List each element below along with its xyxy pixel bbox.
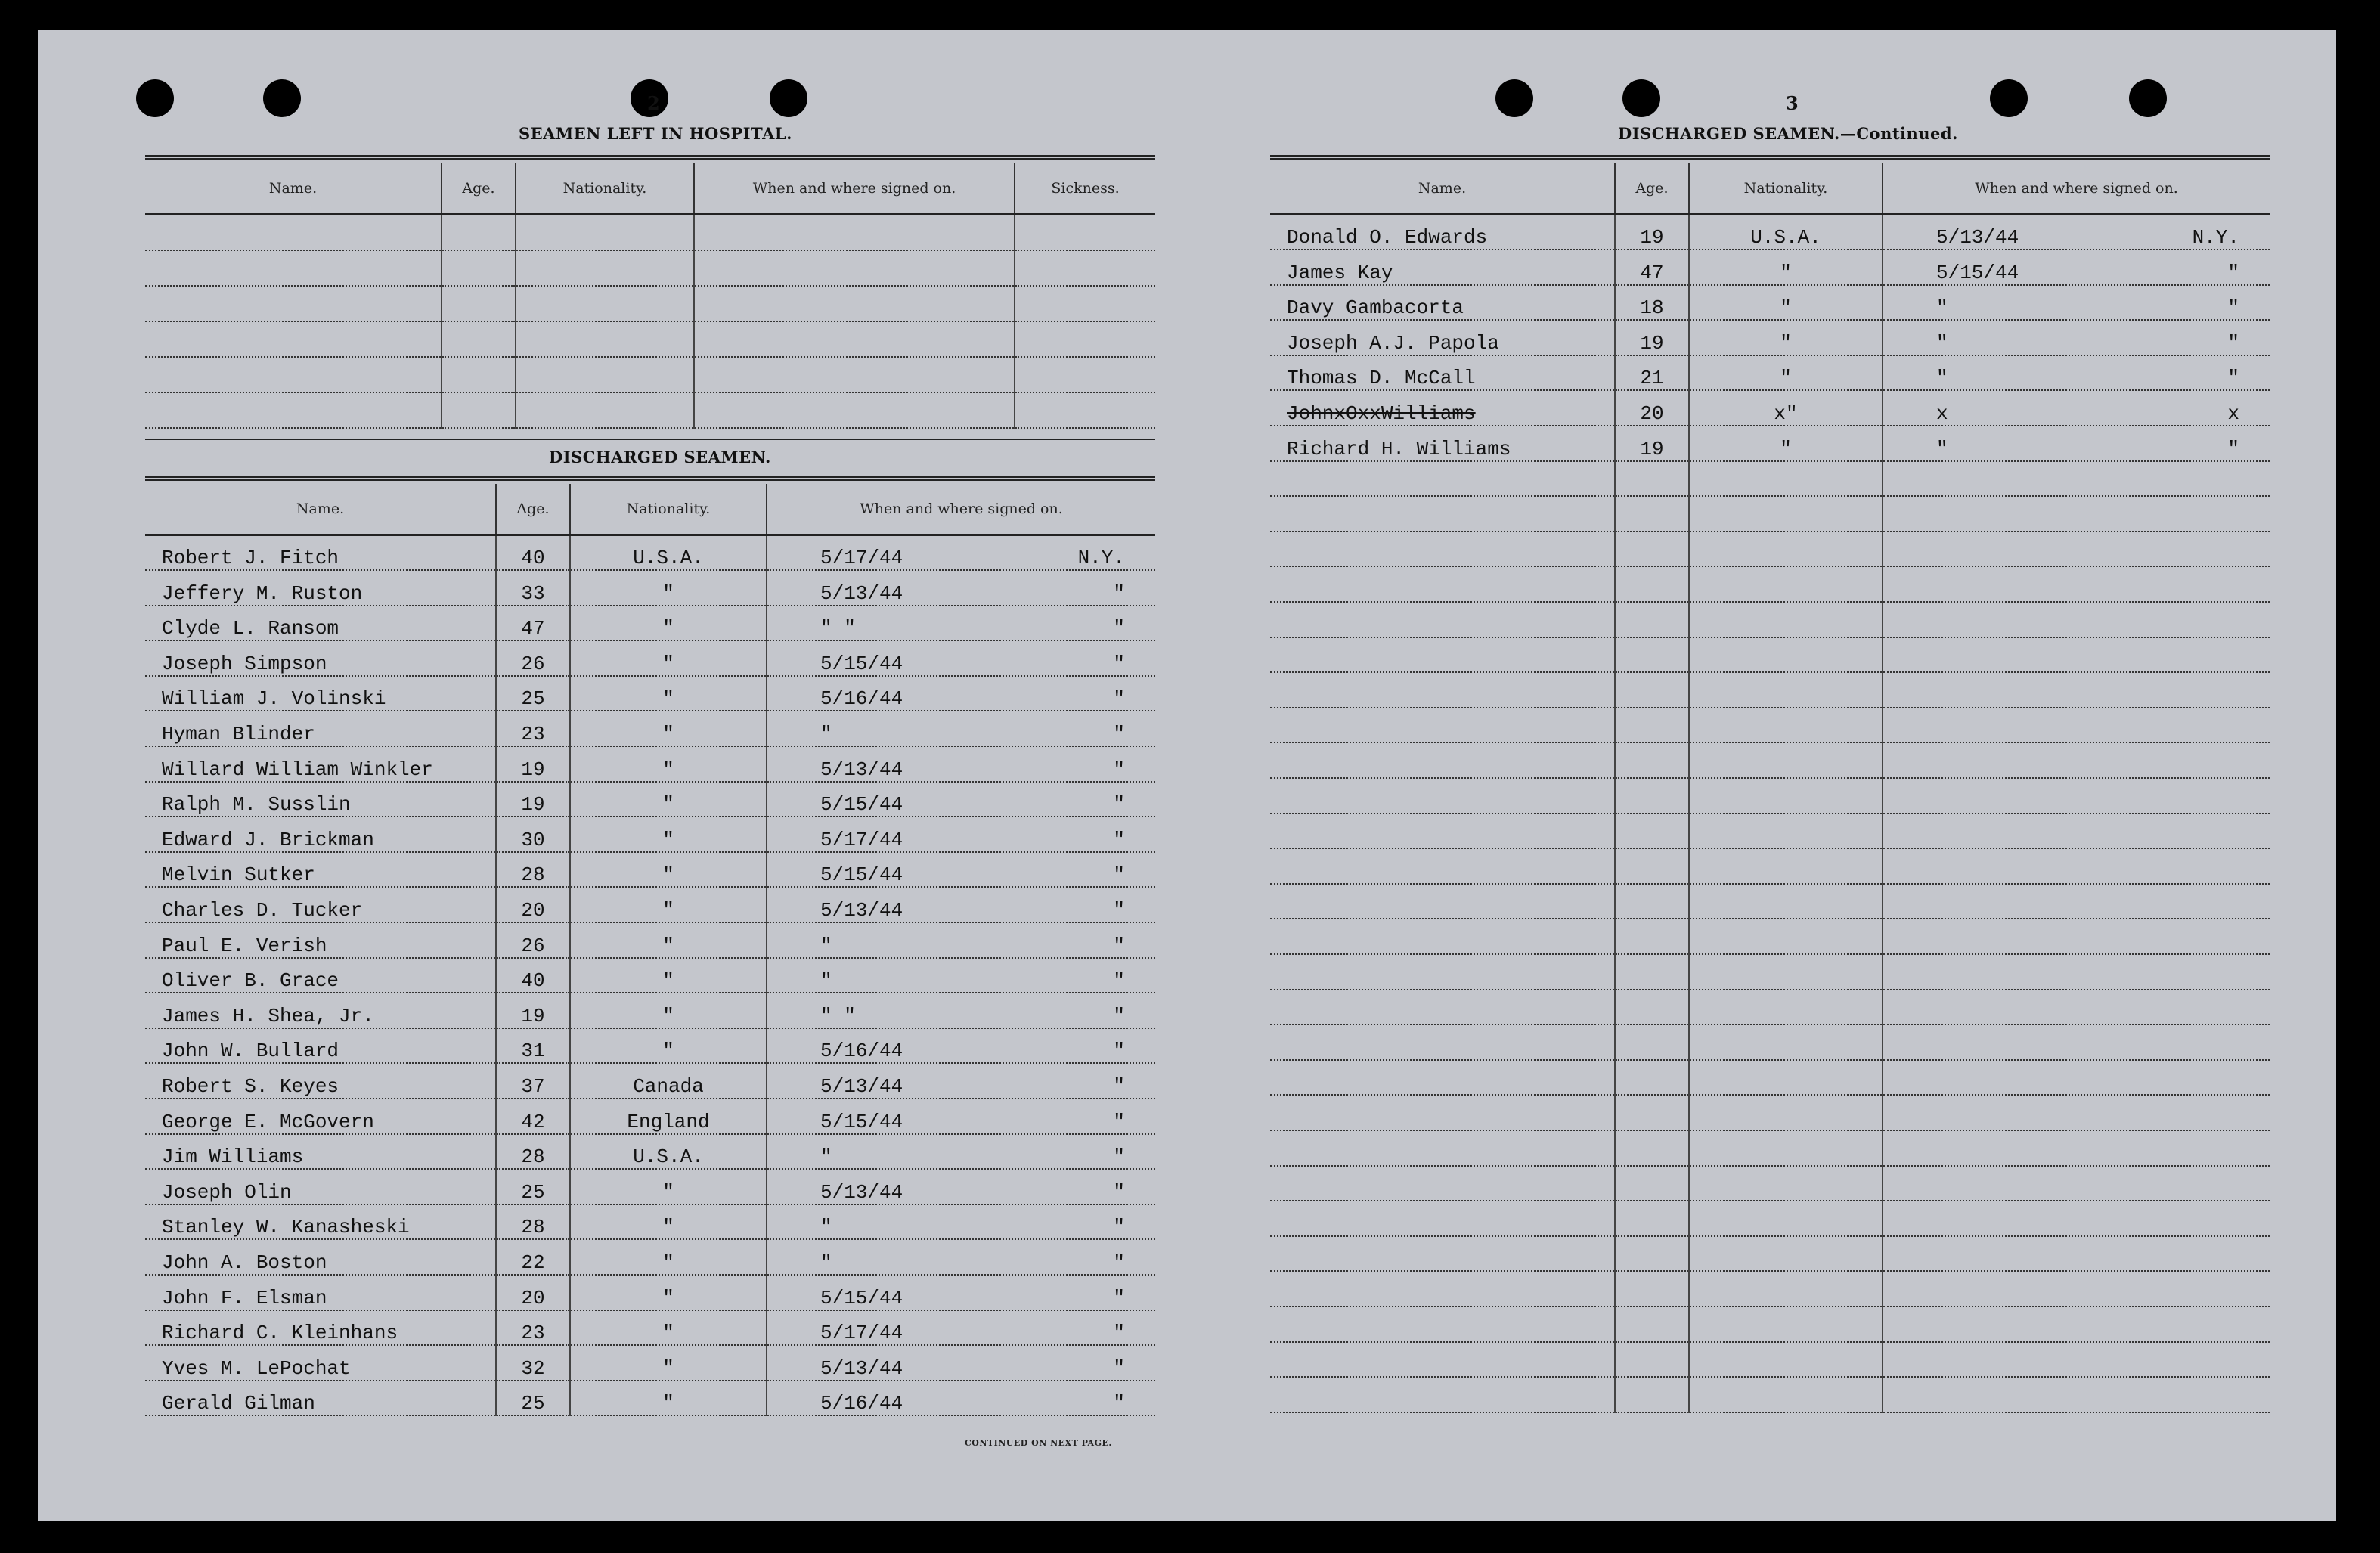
seaman-nationality: " (570, 817, 767, 852)
seaman-age: 26 (496, 922, 570, 958)
empty-row (145, 286, 1155, 321)
signed-on-cell (767, 887, 1155, 922)
signed-on-place: " (1113, 1110, 1125, 1133)
seaman-nationality: " (570, 606, 767, 641)
seaman-nationality: " (570, 1169, 767, 1204)
seaman-nationality: " (1689, 355, 1883, 391)
discharged-table (145, 484, 1155, 1416)
table-row (145, 1239, 1155, 1275)
seaman-age: 31 (496, 1028, 570, 1064)
signed-on-date: 5/15/44 (1936, 261, 2019, 284)
signed-on-cell (767, 1028, 1155, 1064)
seaman-nationality: " (1689, 285, 1883, 321)
signed-on-date: " (1936, 331, 1948, 355)
seaman-nationality: x" (1689, 390, 1883, 426)
column-header-name: Name. (1270, 163, 1615, 215)
seaman-age: 28 (496, 852, 570, 888)
table-row (145, 640, 1155, 676)
table-row (145, 1204, 1155, 1240)
signed-on-cell (767, 640, 1155, 676)
table-row (145, 887, 1155, 922)
signed-on-date: " (820, 1251, 832, 1274)
seaman-nationality: " (570, 1345, 767, 1381)
discharged-heading: DISCHARGED SEAMEN. (549, 448, 771, 467)
signed-on-cell (767, 1345, 1155, 1381)
signed-on-date: 5/15/44 (820, 1110, 903, 1133)
empty-row (1270, 848, 2270, 884)
signed-on-cell (767, 676, 1155, 711)
seaman-nationality: Canada (570, 1063, 767, 1099)
hospital-table (145, 163, 1155, 429)
empty-row (1270, 672, 2270, 708)
signed-on-place: " (1113, 1145, 1125, 1169)
signed-on-place: " (1113, 723, 1125, 746)
signed-on-date: 5/16/44 (820, 1040, 903, 1063)
empty-row (1270, 637, 2270, 673)
seaman-age: 32 (496, 1345, 570, 1381)
empty-row (1270, 954, 2270, 990)
seaman-nationality: " (570, 1028, 767, 1064)
seaman-name: JohnxOxxWilliams (1270, 390, 1615, 426)
seaman-name: Melvin Sutker (145, 852, 496, 888)
table-row (145, 676, 1155, 711)
empty-row (1270, 919, 2270, 954)
seaman-nationality: " (570, 1239, 767, 1275)
seaman-name: Jeffery M. Ruston (145, 570, 496, 606)
seaman-name: Davy Gambacorta (1270, 285, 1615, 321)
punch-hole (2129, 79, 2167, 117)
signed-on-place: " (1113, 1356, 1125, 1380)
seaman-name: Charles D. Tucker (145, 887, 496, 922)
table-row (1270, 390, 2270, 426)
seaman-name: Joseph A.J. Papola (1270, 320, 1615, 355)
signed-on-cell (767, 711, 1155, 746)
signed-on-date: 5/15/44 (820, 793, 903, 817)
signed-on-place: N.Y. (2192, 226, 2239, 250)
column-header-nationality: Nationality. (570, 484, 767, 535)
column-header-nationality: Nationality. (1689, 163, 1883, 215)
seaman-age: 18 (1615, 285, 1689, 321)
seaman-nationality: U.S.A. (1689, 215, 1883, 250)
empty-row (1270, 1377, 2270, 1412)
column-header-signed-on: When and where signed on. (694, 163, 1015, 215)
seaman-nationality: " (570, 782, 767, 817)
signed-on-place: " (1113, 828, 1125, 851)
empty-row (1270, 1271, 2270, 1307)
signed-on-place: " (1113, 617, 1125, 640)
punch-hole (1622, 79, 1660, 117)
column-header-name: Name. (145, 163, 442, 215)
signed-on-cell (767, 1063, 1155, 1099)
seaman-age: 23 (496, 711, 570, 746)
rule (1270, 155, 2270, 160)
signed-on-place: " (2227, 331, 2239, 355)
seaman-name: Robert S. Keyes (145, 1063, 496, 1099)
signed-on-cell (1883, 215, 2270, 250)
signed-on-cell (1883, 355, 2270, 391)
table-row (145, 1381, 1155, 1416)
seaman-age: 20 (1615, 390, 1689, 426)
seaman-nationality: " (570, 958, 767, 993)
signed-on-date: 5/17/44 (820, 828, 903, 851)
empty-row (1270, 496, 2270, 532)
signed-on-cell (767, 993, 1155, 1028)
seaman-name: Donald O. Edwards (1270, 215, 1615, 250)
signed-on-place: " (1113, 1251, 1125, 1274)
page-number: 2 (647, 92, 660, 114)
seaman-name: John A. Boston (145, 1239, 496, 1275)
signed-on-cell (767, 570, 1155, 606)
signed-on-cell (767, 922, 1155, 958)
empty-row (1270, 1060, 2270, 1096)
seaman-nationality: " (570, 711, 767, 746)
rule (145, 155, 1155, 160)
signed-on-place: N.Y. (1077, 547, 1125, 570)
seaman-age: 19 (1615, 320, 1689, 355)
table-row (1270, 215, 2270, 250)
seaman-age: 20 (496, 887, 570, 922)
signed-on-date: " " (820, 617, 856, 640)
column-header-nationality: Nationality. (516, 163, 694, 215)
signed-on-place: " (2227, 437, 2239, 460)
hospital-header-row (145, 163, 1155, 215)
seaman-nationality: " (570, 570, 767, 606)
seaman-nationality: " (570, 852, 767, 888)
table-row (145, 993, 1155, 1028)
table-row (145, 852, 1155, 888)
punch-hole (1990, 79, 2028, 117)
signed-on-cell (767, 1204, 1155, 1240)
seaman-age: 19 (496, 993, 570, 1028)
seaman-age: 37 (496, 1063, 570, 1099)
seaman-age: 26 (496, 640, 570, 676)
table-row (145, 535, 1155, 571)
seaman-nationality: " (570, 887, 767, 922)
column-header-signed-on: When and where signed on. (767, 484, 1155, 535)
table-row (145, 782, 1155, 817)
seaman-name: Ralph M. Susslin (145, 782, 496, 817)
seaman-age: 25 (496, 676, 570, 711)
column-header-signed-on: When and where signed on. (1883, 163, 2270, 215)
empty-row (1270, 1166, 2270, 1201)
table-row (145, 711, 1155, 746)
signed-on-cell (767, 1275, 1155, 1310)
signed-on-place: " (1113, 934, 1125, 957)
signed-on-place: " (2227, 261, 2239, 284)
seaman-nationality: U.S.A. (570, 535, 767, 571)
signed-on-date: 5/13/44 (820, 1356, 903, 1380)
seaman-nationality: England (570, 1099, 767, 1134)
signed-on-date: " (820, 934, 832, 957)
signed-on-date: " (820, 1216, 832, 1239)
signed-on-cell (767, 1310, 1155, 1346)
empty-row (145, 321, 1155, 357)
seaman-name: Hyman Blinder (145, 711, 496, 746)
seaman-name: John F. Elsman (145, 1275, 496, 1310)
seaman-name: Joseph Simpson (145, 640, 496, 676)
signed-on-cell (1883, 390, 2270, 426)
table-row (1270, 285, 2270, 321)
signed-on-date: 5/13/44 (820, 758, 903, 781)
signed-on-place: " (1113, 1392, 1125, 1415)
signed-on-date: 5/13/44 (1936, 226, 2019, 250)
punch-hole (136, 79, 174, 117)
signed-on-date: 5/16/44 (820, 687, 903, 711)
signed-on-date: 5/15/44 (820, 863, 903, 887)
signed-on-place: " (1113, 969, 1125, 993)
empty-row (1270, 1236, 2270, 1272)
signed-on-place: " (1113, 1216, 1125, 1239)
seaman-name: Gerald Gilman (145, 1381, 496, 1416)
table-row (145, 1099, 1155, 1134)
seaman-nationality: " (570, 1204, 767, 1240)
seaman-name: George E. McGovern (145, 1099, 496, 1134)
seaman-age: 42 (496, 1099, 570, 1134)
table-row (145, 817, 1155, 852)
seaman-nationality: " (570, 1275, 767, 1310)
signed-on-place: " (1113, 1075, 1125, 1098)
signed-on-place: " (1113, 652, 1125, 675)
seaman-age: 28 (496, 1134, 570, 1170)
signed-on-cell (1883, 320, 2270, 355)
seaman-age: 21 (1615, 355, 1689, 391)
table-row (1270, 355, 2270, 391)
signed-on-place: " (1113, 1040, 1125, 1063)
seaman-age: 19 (496, 746, 570, 782)
table-row (145, 570, 1155, 606)
signed-on-date: 5/13/44 (820, 899, 903, 922)
signed-on-date: 5/16/44 (820, 1392, 903, 1415)
seaman-nationality: " (570, 746, 767, 782)
seaman-age: 25 (496, 1381, 570, 1416)
signed-on-date: " (1936, 437, 1948, 460)
seaman-age: 20 (496, 1275, 570, 1310)
signed-on-cell (767, 535, 1155, 571)
seaman-name: Thomas D. McCall (1270, 355, 1615, 391)
punch-hole (770, 79, 807, 117)
signed-on-place: " (1113, 581, 1125, 605)
seaman-age: 22 (496, 1239, 570, 1275)
table-row (145, 1063, 1155, 1099)
empty-row (1270, 990, 2270, 1025)
seaman-name: James Kay (1270, 250, 1615, 285)
paper-sheet (38, 30, 2336, 1521)
seaman-nationality: " (570, 676, 767, 711)
discharged-continued-table (1270, 163, 2270, 1413)
empty-row (145, 250, 1155, 286)
empty-row (145, 357, 1155, 392)
empty-row (1270, 814, 2270, 849)
table-row (145, 1345, 1155, 1381)
signed-on-place: " (1113, 793, 1125, 817)
table-row (145, 1169, 1155, 1204)
seaman-name: Clyde L. Ransom (145, 606, 496, 641)
seaman-name: William J. Volinski (145, 676, 496, 711)
table-row (1270, 250, 2270, 285)
seaman-nationality: " (570, 1310, 767, 1346)
signed-on-date: 5/15/44 (820, 652, 903, 675)
seaman-age: 33 (496, 570, 570, 606)
signed-on-date: 5/13/44 (820, 1075, 903, 1098)
seaman-age: 19 (1615, 426, 1689, 461)
table-row (1270, 320, 2270, 355)
signed-on-date: " (820, 723, 832, 746)
signed-on-date: " (1936, 367, 1948, 390)
discharged-continued-header-row (1270, 163, 2270, 215)
seaman-name: Richard C. Kleinhans (145, 1310, 496, 1346)
seaman-age: 23 (496, 1310, 570, 1346)
empty-row (1270, 1095, 2270, 1130)
signed-on-date: " (820, 1145, 832, 1169)
signed-on-date: 5/13/44 (820, 1180, 903, 1204)
empty-row (145, 392, 1155, 428)
signed-on-place: " (1113, 1004, 1125, 1028)
empty-row (1270, 1201, 2270, 1236)
signed-on-place: x (2227, 402, 2239, 426)
empty-row (1270, 884, 2270, 919)
page-number: 3 (1786, 92, 1799, 114)
signed-on-cell (1883, 250, 2270, 285)
signed-on-place: " (1113, 758, 1125, 781)
discharged-continued-heading: DISCHARGED SEAMEN.—Continued. (1618, 124, 1958, 143)
seaman-nationality: " (1689, 250, 1883, 285)
signed-on-place: " (1113, 1322, 1125, 1345)
signed-on-place: " (1113, 899, 1125, 922)
signed-on-place: " (1113, 863, 1125, 887)
empty-row (1270, 461, 2270, 497)
seaman-name: Edward J. Brickman (145, 817, 496, 852)
signed-on-cell (767, 1099, 1155, 1134)
signed-on-cell (767, 1134, 1155, 1170)
seaman-age: 40 (496, 535, 570, 571)
seaman-age: 19 (496, 782, 570, 817)
signed-on-place: " (1113, 1286, 1125, 1310)
signed-on-cell (767, 852, 1155, 888)
signed-on-cell (767, 782, 1155, 817)
signed-on-date: " (1936, 296, 1948, 320)
signed-on-place: " (1113, 1180, 1125, 1204)
empty-row (1270, 708, 2270, 743)
seaman-name: Yves M. LePochat (145, 1345, 496, 1381)
punch-hole (1495, 79, 1533, 117)
table-row (145, 746, 1155, 782)
seaman-age: 47 (1615, 250, 1689, 285)
signed-on-cell (767, 958, 1155, 993)
column-header-sickness: Sickness. (1015, 163, 1155, 215)
signed-on-cell (1883, 426, 2270, 461)
signed-on-cell (1883, 285, 2270, 321)
rule (145, 476, 1155, 481)
hospital-heading: SEAMEN LEFT IN HOSPITAL. (519, 124, 792, 143)
seaman-age: 40 (496, 958, 570, 993)
column-header-age: Age. (1615, 163, 1689, 215)
seaman-nationality: " (570, 640, 767, 676)
seaman-name: James H. Shea, Jr. (145, 993, 496, 1028)
signed-on-date: 5/17/44 (820, 1322, 903, 1345)
seaman-name: Willard William Winkler (145, 746, 496, 782)
seaman-age: 30 (496, 817, 570, 852)
signed-on-place: " (1113, 687, 1125, 711)
table-row (145, 606, 1155, 641)
empty-row (1270, 566, 2270, 602)
signed-on-cell (767, 1381, 1155, 1416)
seaman-name: Robert J. Fitch (145, 535, 496, 571)
signed-on-date: " (820, 969, 832, 993)
table-row (145, 1310, 1155, 1346)
signed-on-cell (767, 746, 1155, 782)
column-header-age: Age. (442, 163, 516, 215)
table-row (145, 958, 1155, 993)
rule (145, 439, 1155, 440)
empty-row (1270, 1130, 2270, 1166)
seaman-name: Jim Williams (145, 1134, 496, 1170)
signed-on-place: " (2227, 367, 2239, 390)
continued-note: CONTINUED ON NEXT PAGE. (965, 1438, 1112, 1448)
seaman-age: 19 (1615, 215, 1689, 250)
seaman-name: Richard H. Williams (1270, 426, 1615, 461)
signed-on-date: 5/17/44 (820, 547, 903, 570)
signed-on-date: x (1936, 402, 1948, 426)
empty-row (1270, 1024, 2270, 1060)
punch-hole (263, 79, 301, 117)
seaman-age: 28 (496, 1204, 570, 1240)
empty-row (1270, 1342, 2270, 1378)
seaman-nationality: " (570, 1381, 767, 1416)
empty-row (1270, 778, 2270, 814)
signed-on-cell (767, 817, 1155, 852)
empty-row (1270, 532, 2270, 567)
seaman-nationality: U.S.A. (570, 1134, 767, 1170)
seaman-age: 47 (496, 606, 570, 641)
signed-on-date: 5/15/44 (820, 1286, 903, 1310)
signed-on-cell (767, 1239, 1155, 1275)
seaman-name: Oliver B. Grace (145, 958, 496, 993)
empty-row (145, 215, 1155, 250)
seaman-name: Joseph Olin (145, 1169, 496, 1204)
seaman-nationality: " (1689, 320, 1883, 355)
signed-on-date: 5/13/44 (820, 581, 903, 605)
signed-on-cell (767, 1169, 1155, 1204)
table-row (1270, 426, 2270, 461)
column-header-name: Name. (145, 484, 496, 535)
seaman-nationality: " (570, 993, 767, 1028)
discharged-header-row (145, 484, 1155, 535)
column-header-age: Age. (496, 484, 570, 535)
seaman-nationality: " (1689, 426, 1883, 461)
seaman-name: Stanley W. Kanasheski (145, 1204, 496, 1240)
signed-on-place: " (2227, 296, 2239, 320)
signed-on-date: " " (820, 1004, 856, 1028)
table-row (145, 1134, 1155, 1170)
empty-row (1270, 602, 2270, 637)
signed-on-cell (767, 606, 1155, 641)
seaman-age: 25 (496, 1169, 570, 1204)
table-row (145, 1275, 1155, 1310)
empty-row (1270, 1307, 2270, 1342)
seaman-name: Paul E. Verish (145, 922, 496, 958)
table-row (145, 1028, 1155, 1064)
table-row (145, 922, 1155, 958)
empty-row (1270, 742, 2270, 778)
seaman-nationality: " (570, 922, 767, 958)
seaman-name: John W. Bullard (145, 1028, 496, 1064)
